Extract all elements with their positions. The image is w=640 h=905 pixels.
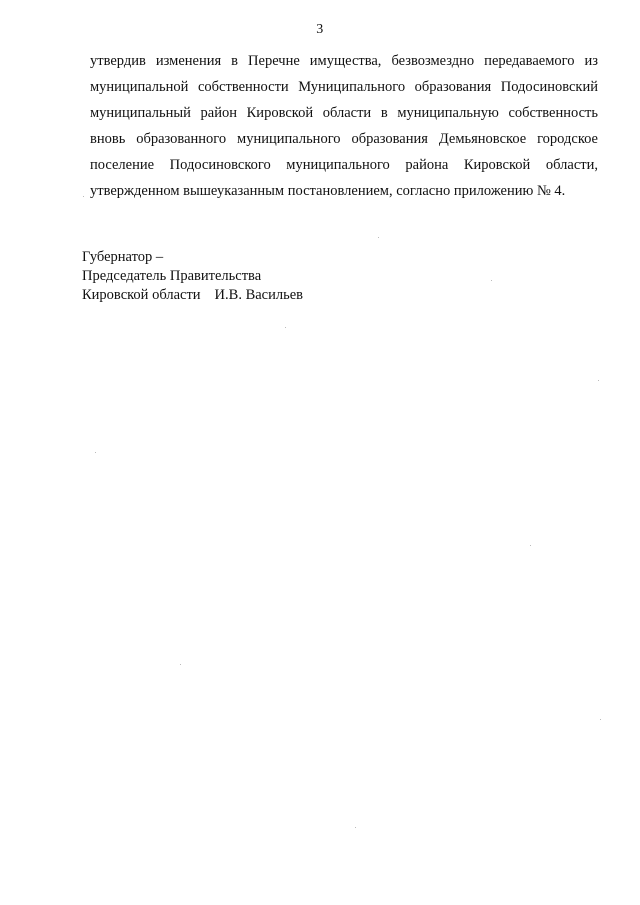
signature-title-line2: Председатель Правительства [82,268,262,284]
signature-block [82,248,303,305]
body-line: муниципальной собственности Муниципального образования Подосиновский [90,79,598,95]
body-line: поселение Подосиновского муниципального района Кировской области, [90,157,598,173]
scan-speck [95,452,96,453]
body-line: утвержденном вышеуказанным постановлением, согласно приложению № 4. [90,183,566,199]
scan-speck [600,719,601,720]
scan-speck [378,237,379,238]
scan-speck [598,380,599,381]
body-line: утвердив изменения в Перечне имущества, безвозмездно передаваемого из [90,53,598,69]
scan-speck [530,545,531,546]
scan-speck [180,664,181,665]
signature-title-line1: Губернатор – [82,249,164,265]
body-line: муниципальный район Кировской области в муниципальную собственность [90,105,598,121]
page-number: 3 [316,22,324,37]
scan-speck [285,327,286,328]
signature-region: Кировской области [82,287,201,303]
signature-name: И.В. Васильев [214,287,303,303]
body-line: вновь образованного муниципального образования Демьяновское городское [90,131,598,147]
scan-speck [355,827,356,828]
body-paragraph [90,48,598,204]
signature-region-name-row [82,286,303,305]
scan-speck [491,280,492,281]
scan-speck [83,196,84,197]
